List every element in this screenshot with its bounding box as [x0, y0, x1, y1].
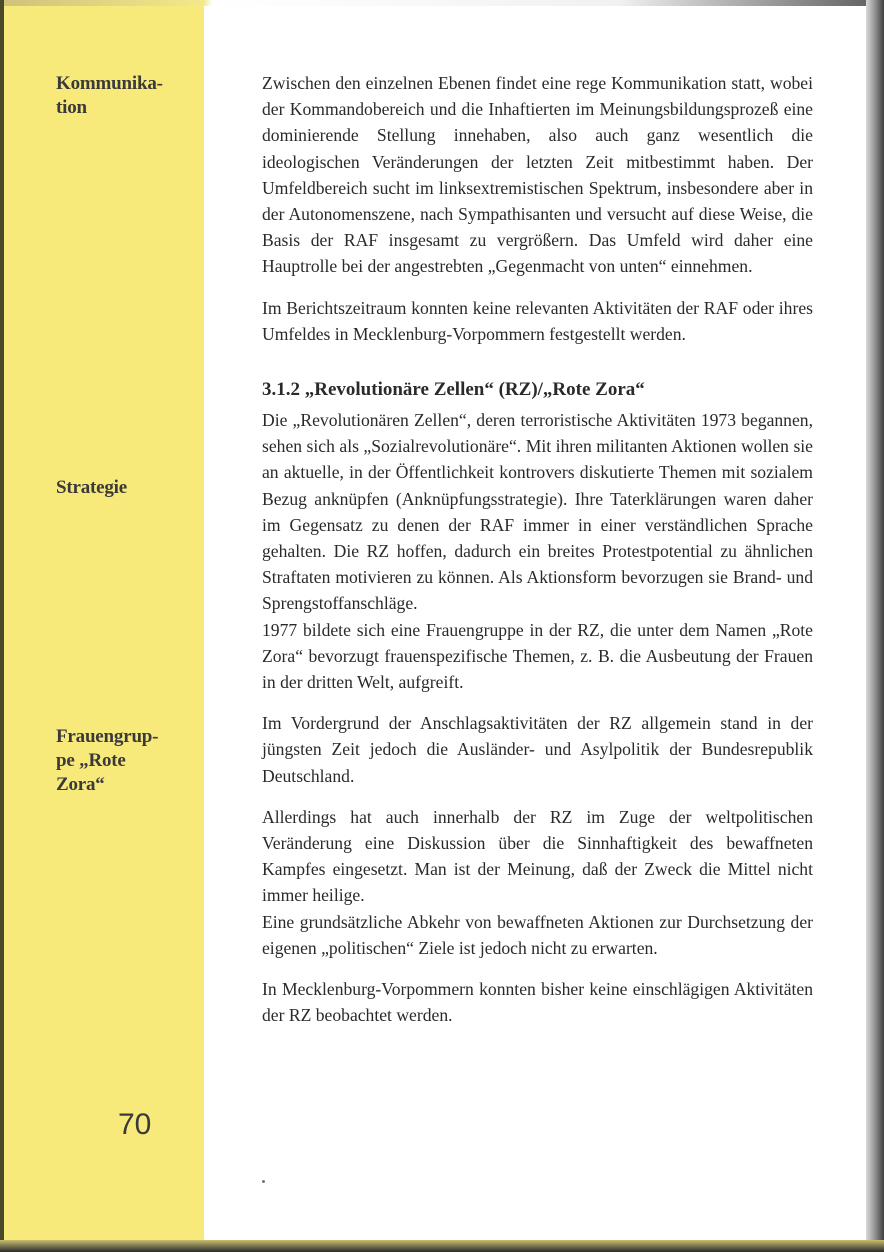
margin-heading-frauengruppe: Frauengrup- pe „Rote Zora“ [56, 726, 159, 795]
paragraph-kommunikation: Zwischen den einzelnen Ebenen findet eine rege Kommunikation statt, wobei der Kommandobereich und die Inhaftierten im Meinungsbildungsprozeß eine dominierende Stellung innehaben, also auch ganz wesentlich die ideologischen Veränderungen der letzten Zeit mitbestimmt haben. Der Umfeldbereich sucht im linksextremistischen Spektrum, insbesondere aber in der Autonomenszene, nach Sympathisanten und versucht auf diese Weise, die Basis der RAF insgesamt zu vergrößern. Das Umfeld wird daher eine Hauptrolle bei der angestrebten „Gegenmacht von unten“ einnehmen. [262, 73, 813, 277]
section-heading: 3.1.2 „Revolutionäre Zellen“ (RZ)/„Rote Zora“ [262, 379, 645, 401]
stray-dot [262, 1180, 265, 1183]
page-number: 70 [118, 1108, 152, 1141]
scan-bottom-edge [0, 1240, 884, 1252]
scan-left-edge [0, 0, 4, 1252]
paragraph-berichtszeitraum-raf: Im Berichtszeitraum konnten keine relevanten Aktivitäten der RAF oder ihres Umfeldes in Mecklenburg-Vorpommern festgestellt werden. [262, 297, 813, 344]
scan-right-edge [866, 0, 884, 1252]
margin-heading-kommunikation: Kommunika- tion [56, 73, 163, 118]
paragraph-anschlagsaktivitaeten: Im Vordergrund der Anschlagsaktivitäten der RZ allgemein stand in der jüngsten Zeit jedoch die Ausländer- und Asylpolitik der Bundesrepublik Deutschland. [262, 713, 813, 786]
paragraph-strategie: Die „Revolutionären Zellen“, deren terroristische Aktivitäten 1973 begannen, sehen sich als „Sozialrevolutionäre“. Mit ihren militanten Aktionen wollen sie an aktuelle, in der Öffentlichkeit kontrovers diskutierte Themen mit sozialem Bezug anknüpfen (Anknüpfungsstrategie). Ihre Taterklärungen waren daher im Gegensatz zu denen der RAF immer in einer verständlichen Sprache gehalten. Die RZ hoffen, dadurch ein breites Protestpotential zu ähnlichen Straftaten motivieren zu können. Als Aktionsform bevorzugen sie Brand- und Sprengstoffanschläge. [262, 410, 813, 614]
margin-heading-strategie: Strategie [56, 477, 127, 498]
main-text [262, 70, 813, 1029]
paragraph-diskussion: Allerdings hat auch innerhalb der RZ im Zuge der weltpolitischen Veränderung eine Diskussion über die Sinnhaftigkeit des bewaffneten Kampfes eingesetzt. Man ist der Meinung, daß der Zweck die Mittel nicht immer heilige. [262, 806, 813, 906]
paragraph-mecklenburg-vorpommern: In Mecklenburg-Vorpommern konnten bisher keine einschlägigen Aktivitäten der RZ beobachtet werden. [262, 979, 813, 1026]
paragraph-rote-zora: 1977 bildete sich eine Frauengruppe in der RZ, die unter dem Namen „Rote Zora“ bevorzugt frauenspezifische Themen, z. B. die Ausbeutung der Frauen in der dritten Welt, aufgreift. [262, 619, 813, 693]
scan-top-edge [0, 0, 884, 6]
paragraph-abkehr: Eine grundsätzliche Abkehr von bewaffneten Aktionen zur Durchsetzung der eigenen „politischen“ Ziele ist jedoch nicht zu erwarten. [262, 911, 813, 958]
margin-column [0, 0, 204, 1240]
